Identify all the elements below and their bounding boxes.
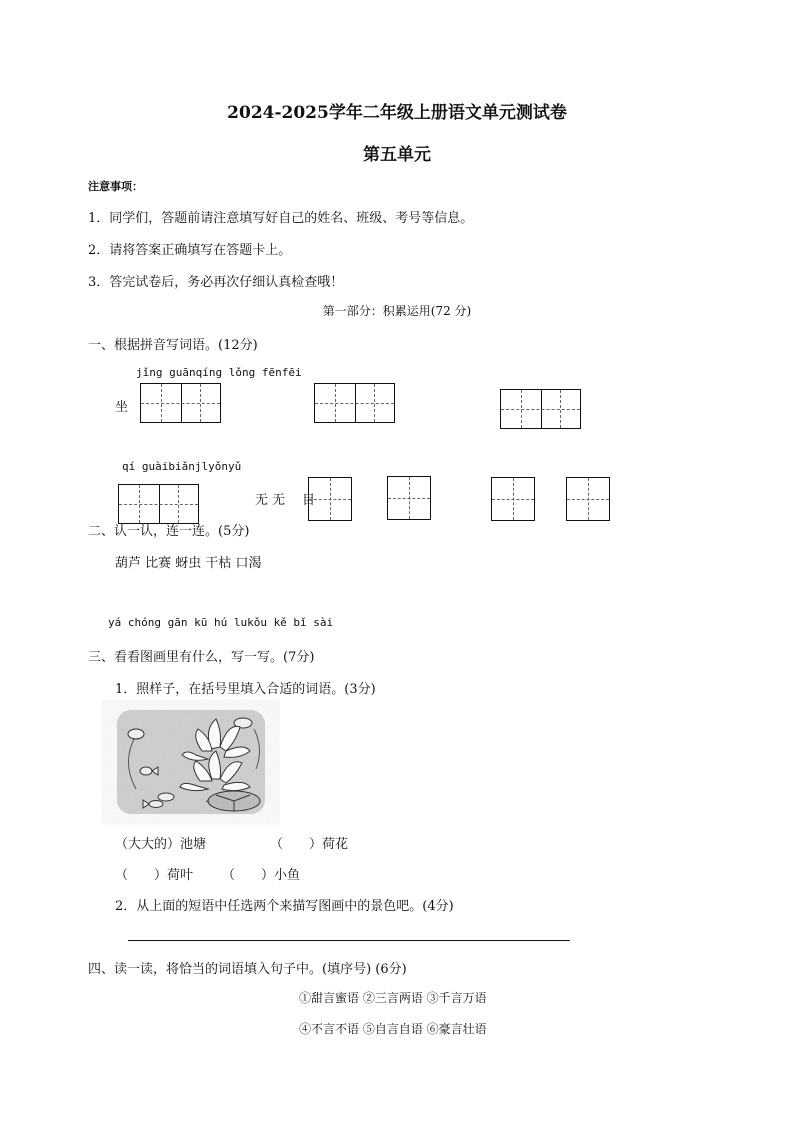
notes-heading: 注意事项： <box>88 180 143 193</box>
q4-options-row2: ④不言不语 ⑤自言自语 ⑥豪言壮语 <box>299 1022 487 1036</box>
q1-chars-wu: 无 无 <box>255 493 286 508</box>
q1-pinyin-row2: qí guàibiǎnjlyǒnyǔ <box>122 460 242 473</box>
answer-box-4[interactable] <box>118 484 199 524</box>
answer-box-3[interactable] <box>500 389 581 429</box>
note-item: 1．同学们，答题前请注意填写好自己的姓名、班级、考号等信息。 <box>88 211 474 226</box>
note-item: 3．答完试卷后，务必再次仔细认真检查哦！ <box>88 275 344 290</box>
q2-pinyin: yá chóng gān kū hú lukǒu kě bǐ sài <box>108 616 334 629</box>
q1-title: 一、根据拼音写词语。(12分) <box>88 338 258 353</box>
q3-sub2: 2．从上面的短语中任选两个来描写图画中的景色吧。(4分) <box>115 899 454 914</box>
q1-char-partial: 目 <box>302 493 316 508</box>
answer-box-1[interactable] <box>140 383 221 423</box>
q3-title: 三、看看图画里有什么，写一写。(7分) <box>88 650 315 665</box>
q3-sub1: 1．照样子，在括号里填入合适的词语。(3分) <box>115 682 376 697</box>
q2-words: 葫芦 比赛 蚜虫 干枯 口渴 <box>115 556 262 571</box>
q1-char-zuo: 坐 <box>115 400 129 415</box>
q3-answer-line[interactable] <box>128 940 570 941</box>
q3-phrase-4: （ ）小鱼 <box>222 868 301 883</box>
pond-lotus-illustration <box>116 709 266 815</box>
answer-box-2[interactable] <box>314 383 395 423</box>
q3-phrase-1: （大大的）池塘 <box>115 837 207 852</box>
page-subtitle: 第五单元 <box>363 145 431 165</box>
q1-pinyin-row1: jǐng guānqíng lǒng fēnfēi <box>136 366 302 379</box>
answer-box-7[interactable] <box>491 477 535 521</box>
note-item: 2．请将答案正确填写在答题卡上。 <box>88 243 292 258</box>
q4-title: 四、读一读，将恰当的词语填入句子中。(填序号) (6分) <box>88 962 407 977</box>
part1-heading: 第一部分：积累运用(72 分) <box>322 304 472 318</box>
q3-phrase-2: （ ）荷花 <box>270 837 349 852</box>
answer-box-6[interactable] <box>387 476 431 520</box>
answer-box-8[interactable] <box>566 477 610 521</box>
q3-phrase-3: （ ）荷叶 <box>115 868 194 883</box>
answer-box-5[interactable] <box>308 477 352 521</box>
q2-title: 二、认一认，连一连。(5分) <box>88 524 250 539</box>
page-title: 2024-2025学年二年级上册语文单元测试卷 <box>227 103 567 123</box>
q4-options-row1: ①甜言蜜语 ②三言两语 ③千言万语 <box>299 991 487 1005</box>
